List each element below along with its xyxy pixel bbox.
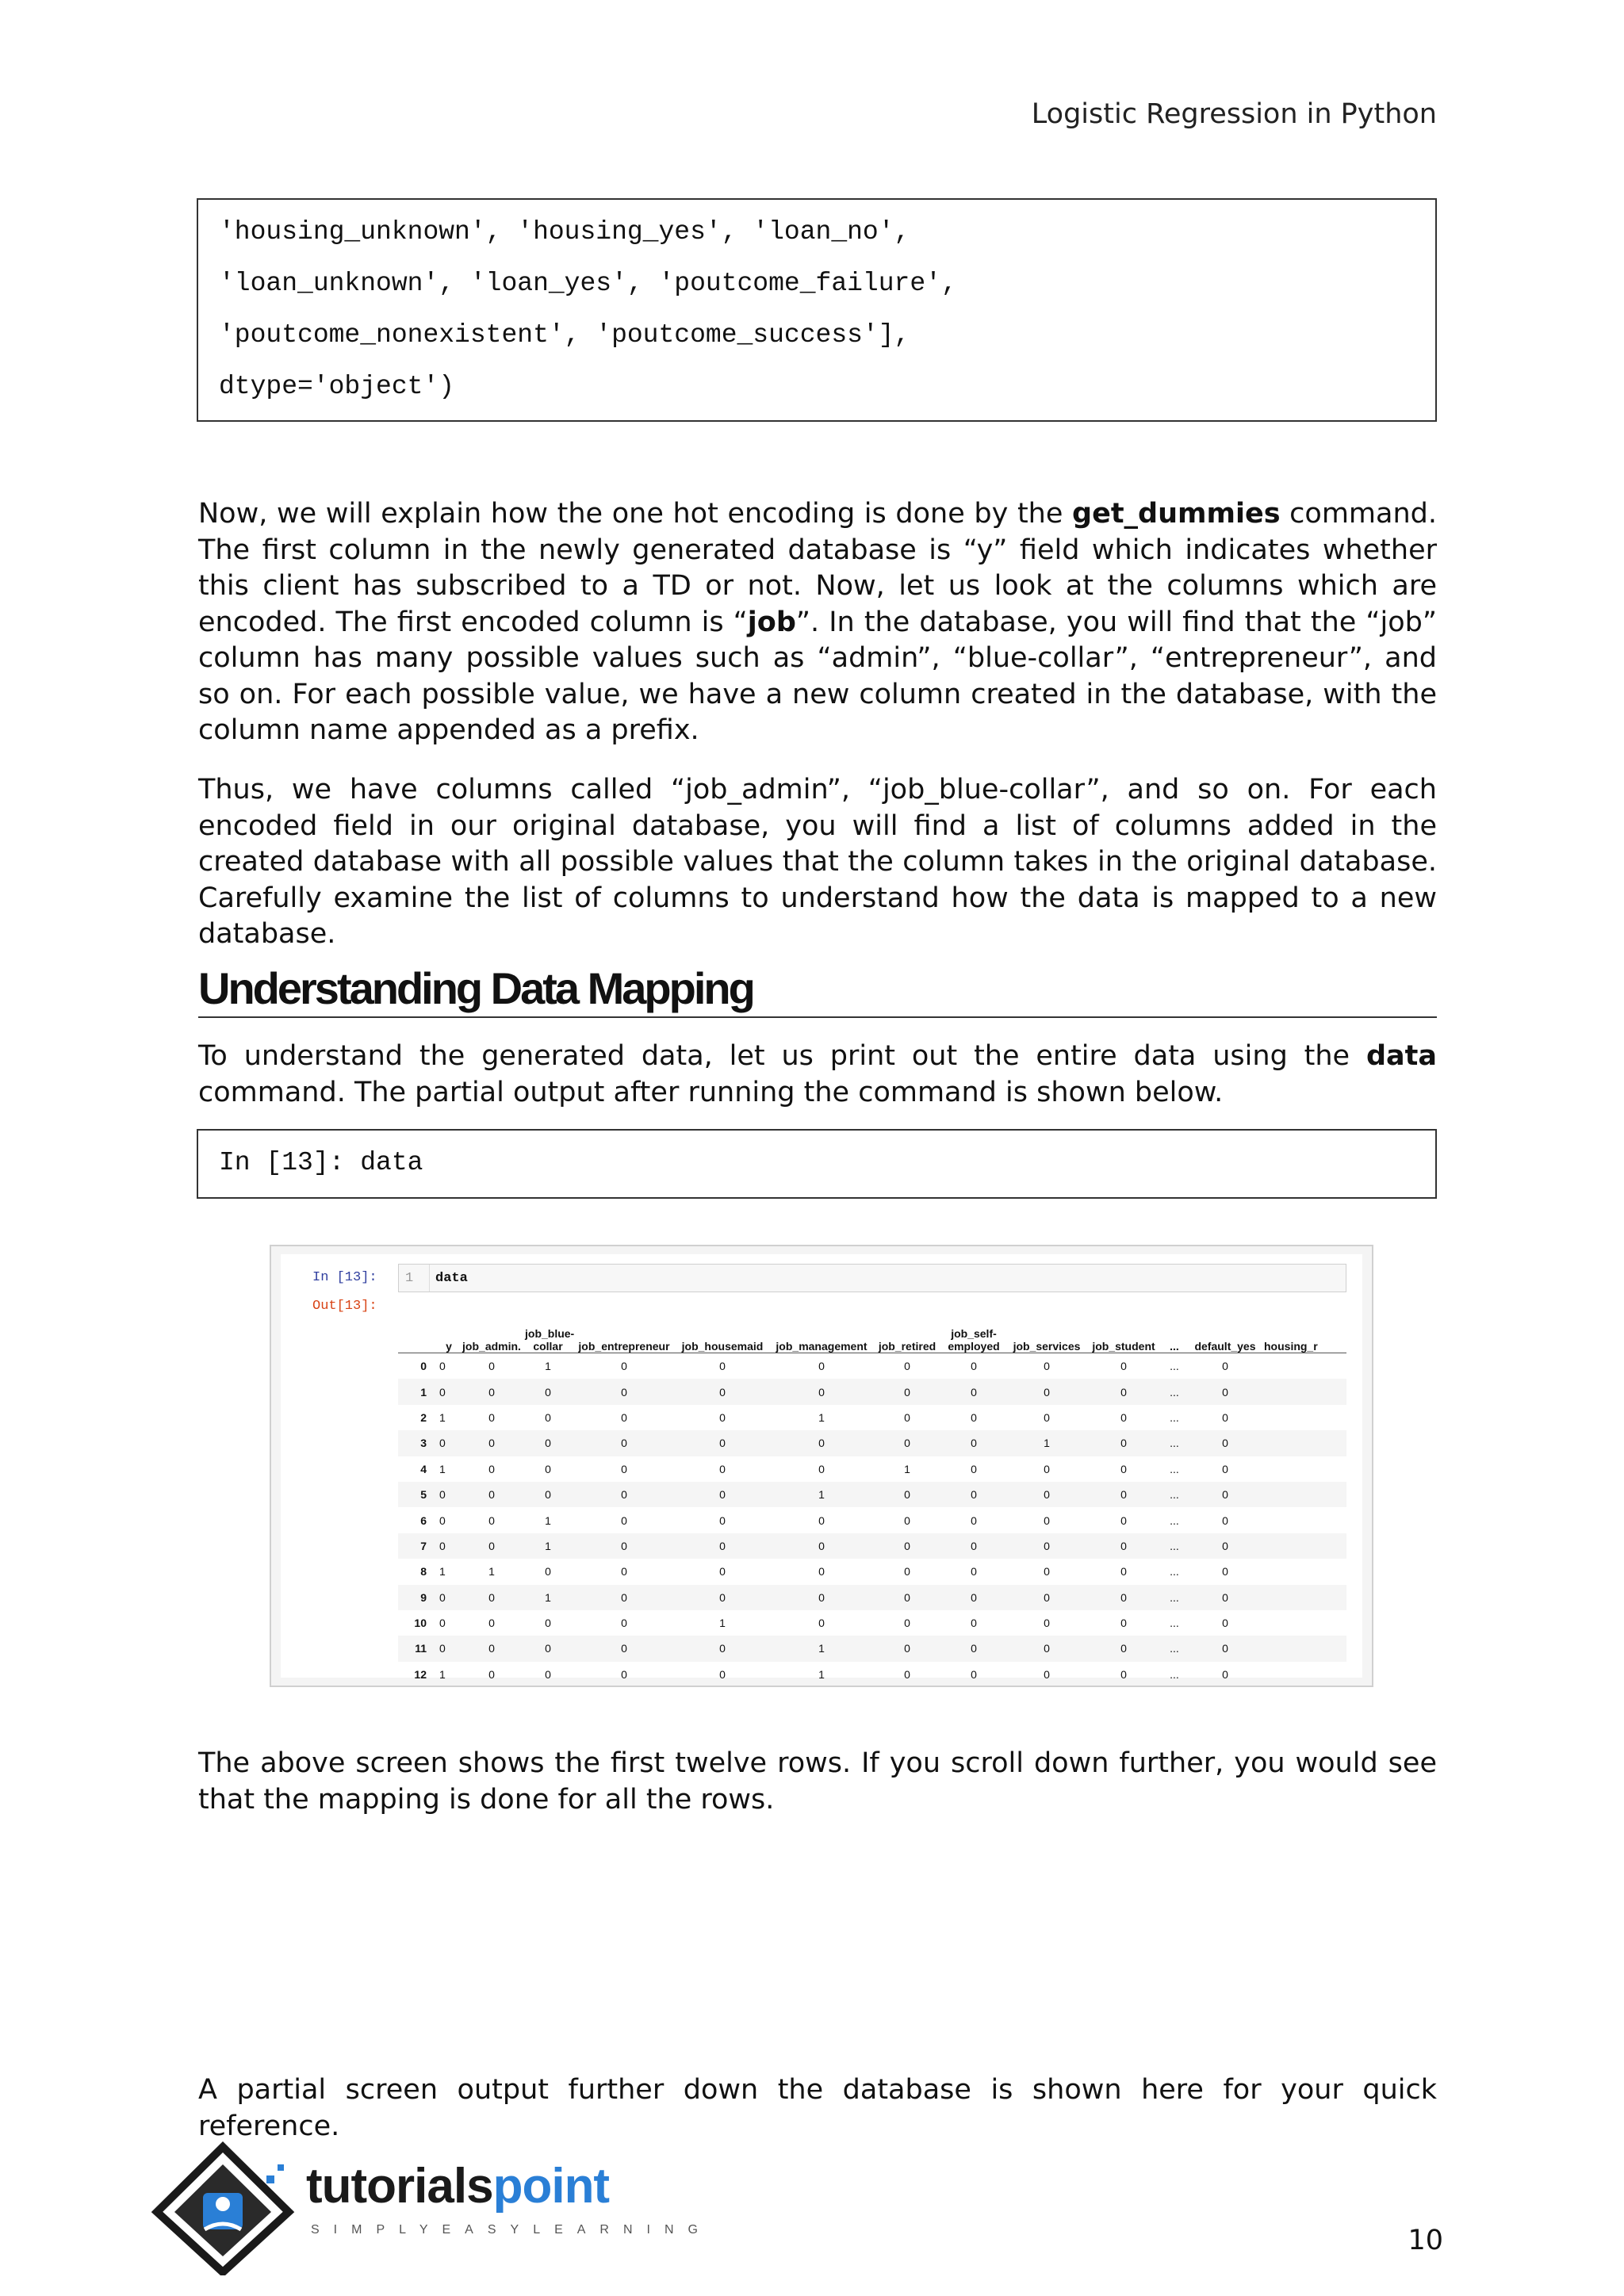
row-index: 2 bbox=[420, 1410, 427, 1424]
paragraph-first-twelve-rows: The above screen shows the first twelve rows. If you scroll down further, you would see that the mapping is done for all the rows. bbox=[198, 1747, 1437, 1816]
code-block-data-command bbox=[197, 1129, 1437, 1199]
table-cell: 1 bbox=[545, 1360, 551, 1373]
column-header: job_self-employed bbox=[940, 1316, 1007, 1353]
table-cell: 0 bbox=[438, 1636, 460, 1661]
table-cell: 0 bbox=[874, 1379, 940, 1404]
table-cell: 0 bbox=[1007, 1379, 1086, 1404]
table-cell bbox=[1262, 1482, 1346, 1507]
table-cell: ... bbox=[1170, 1360, 1179, 1373]
row-index: 10 bbox=[414, 1617, 427, 1630]
table-cell: 0 bbox=[719, 1565, 726, 1578]
table-cell: 0 bbox=[438, 1533, 460, 1559]
table-cell bbox=[1262, 1610, 1346, 1636]
column-header: job_management bbox=[769, 1316, 874, 1353]
table-cell: 1 bbox=[904, 1462, 910, 1475]
table-cell: 0 bbox=[439, 1617, 446, 1630]
row-index: 8 bbox=[420, 1565, 427, 1578]
table-cell: 0 bbox=[488, 1410, 495, 1424]
table-cell: ... bbox=[1170, 1667, 1179, 1681]
table-cell: 0 bbox=[940, 1636, 1007, 1661]
table-cell: ... bbox=[1161, 1585, 1188, 1610]
table-cell: 0 bbox=[818, 1565, 825, 1578]
table-cell: 0 bbox=[940, 1533, 1007, 1559]
row-index: 4 bbox=[420, 1462, 427, 1475]
input-prompt: In [13]: bbox=[312, 1270, 377, 1285]
column-header: job_entrepreneur bbox=[573, 1316, 676, 1353]
table-cell: 0 bbox=[1044, 1410, 1050, 1424]
code-line: 'poutcome_nonexistent', 'poutcome_success'], bbox=[219, 320, 910, 350]
paragraph-partial-output: A partial screen output further down the database is shown here for your quick reference. bbox=[198, 2074, 1437, 2142]
dataframe-header-row bbox=[398, 1316, 1346, 1353]
table-cell: 0 bbox=[874, 1533, 940, 1559]
column-header: job_retired bbox=[874, 1316, 940, 1353]
text-span: Now, we will explain how the one hot encoding is done by the bbox=[198, 498, 1073, 530]
table-cell: 0 bbox=[1086, 1636, 1161, 1661]
table-cell: 0 bbox=[573, 1430, 676, 1456]
table-cell: 0 bbox=[621, 1360, 627, 1373]
table-cell: 1 bbox=[439, 1410, 446, 1424]
logo-tagline: SIMPLYEASYLEARNING bbox=[311, 2223, 712, 2237]
table-cell: 0 bbox=[904, 1617, 910, 1630]
table-cell: 1 bbox=[719, 1617, 726, 1630]
table-cell: 1 bbox=[439, 1667, 446, 1681]
row-index: 1 bbox=[398, 1379, 438, 1404]
table-cell bbox=[1262, 1353, 1346, 1380]
table-cell: ... bbox=[1161, 1379, 1188, 1404]
table-cell: 0 bbox=[676, 1585, 769, 1610]
table-cell: 0 bbox=[1044, 1565, 1050, 1578]
table-cell: 0 bbox=[904, 1410, 910, 1424]
table-cell: 0 bbox=[1188, 1379, 1262, 1404]
table-cell: 0 bbox=[460, 1430, 523, 1456]
table-cell: 0 bbox=[488, 1462, 495, 1475]
table-cell: 0 bbox=[1120, 1513, 1127, 1527]
column-header: housing_r bbox=[1262, 1316, 1346, 1353]
table-cell: 0 bbox=[1222, 1410, 1228, 1424]
table-cell: 0 bbox=[1120, 1617, 1127, 1630]
table-cell: 0 bbox=[573, 1533, 676, 1559]
table-cell: 1 bbox=[523, 1533, 573, 1559]
table-cell: 0 bbox=[940, 1482, 1007, 1507]
table-cell: 0 bbox=[769, 1585, 874, 1610]
paragraph-one-hot-encoding bbox=[198, 496, 1437, 749]
column-header: ... bbox=[1161, 1316, 1188, 1353]
table-cell bbox=[1262, 1430, 1346, 1456]
table-cell: 0 bbox=[545, 1617, 551, 1630]
table-cell: ... bbox=[1170, 1462, 1179, 1475]
table-cell: 0 bbox=[719, 1513, 726, 1527]
table-cell: 0 bbox=[874, 1636, 940, 1661]
table-cell: 0 bbox=[769, 1533, 874, 1559]
table-cell: 0 bbox=[940, 1585, 1007, 1610]
table-cell: 0 bbox=[1120, 1410, 1127, 1424]
table-cell: 1 bbox=[488, 1565, 495, 1578]
table-cell: 0 bbox=[904, 1667, 910, 1681]
table-cell bbox=[1262, 1585, 1346, 1610]
column-header bbox=[398, 1316, 438, 1353]
table-cell: 0 bbox=[874, 1482, 940, 1507]
table-cell: 0 bbox=[523, 1636, 573, 1661]
row-index: 12 bbox=[414, 1667, 427, 1681]
table-cell: 0 bbox=[439, 1360, 446, 1373]
table-cell: 0 bbox=[1188, 1533, 1262, 1559]
table-cell: 0 bbox=[488, 1360, 495, 1373]
table-cell: 0 bbox=[1188, 1585, 1262, 1610]
table-cell: 0 bbox=[719, 1410, 726, 1424]
table-cell: 0 bbox=[460, 1533, 523, 1559]
table-cell: 0 bbox=[1120, 1360, 1127, 1373]
logo-diamond-icon bbox=[147, 2141, 298, 2275]
table-cell: 0 bbox=[874, 1430, 940, 1456]
table-cell: 0 bbox=[769, 1430, 874, 1456]
table-cell: 0 bbox=[818, 1513, 825, 1527]
paragraph-encoded-columns: Thus, we have columns called “job_admin”, “job_blue-collar”, and so on. For each encoded field in our original database, you will find a list of columns added in the created database with all possible values that the column takes in the original database. Carefully examine the list of columns to understand how the data is mapped to a new database. bbox=[198, 774, 1437, 950]
table-cell: 0 bbox=[621, 1667, 627, 1681]
table-cell: 0 bbox=[488, 1667, 495, 1681]
table-cell: 0 bbox=[1007, 1636, 1086, 1661]
table-cell: 0 bbox=[545, 1462, 551, 1475]
cell-code: data bbox=[435, 1271, 468, 1286]
table-row bbox=[398, 1430, 1346, 1456]
table-cell: 0 bbox=[719, 1462, 726, 1475]
table-cell: 0 bbox=[971, 1513, 977, 1527]
table-cell: 0 bbox=[1044, 1617, 1050, 1630]
table-cell: 0 bbox=[1120, 1462, 1127, 1475]
row-index: 6 bbox=[420, 1513, 427, 1527]
table-row bbox=[398, 1405, 1346, 1430]
table-cell: 1 bbox=[818, 1410, 825, 1424]
table-cell bbox=[1262, 1636, 1346, 1661]
row-index: 0 bbox=[420, 1360, 427, 1373]
row-index: 9 bbox=[398, 1585, 438, 1610]
table-cell: 0 bbox=[1222, 1360, 1228, 1373]
table-cell: 0 bbox=[1086, 1585, 1161, 1610]
table-cell: 0 bbox=[621, 1410, 627, 1424]
table-cell: 1 bbox=[1007, 1430, 1086, 1456]
table-cell: 0 bbox=[1222, 1617, 1228, 1630]
column-header: default_yes bbox=[1188, 1316, 1262, 1353]
table-cell: 0 bbox=[545, 1410, 551, 1424]
table-cell: 0 bbox=[460, 1636, 523, 1661]
table-cell bbox=[1262, 1456, 1346, 1482]
table-cell bbox=[1262, 1662, 1346, 1687]
table-cell bbox=[1262, 1405, 1346, 1430]
table-cell: 0 bbox=[904, 1360, 910, 1373]
table-cell: 0 bbox=[676, 1379, 769, 1404]
table-cell: 0 bbox=[676, 1482, 769, 1507]
table-cell: ... bbox=[1170, 1513, 1179, 1527]
table-cell: 0 bbox=[1007, 1482, 1086, 1507]
table-row bbox=[398, 1482, 1346, 1507]
column-header: job_services bbox=[1007, 1316, 1086, 1353]
table-cell: 0 bbox=[545, 1667, 551, 1681]
table-row bbox=[398, 1353, 1346, 1380]
table-cell: 0 bbox=[719, 1667, 726, 1681]
table-cell: ... bbox=[1161, 1636, 1188, 1661]
table-cell: 0 bbox=[1188, 1482, 1262, 1507]
table-cell: 0 bbox=[438, 1482, 460, 1507]
table-cell: 0 bbox=[1222, 1513, 1228, 1527]
table-cell: 0 bbox=[621, 1565, 627, 1578]
table-cell bbox=[1262, 1507, 1346, 1533]
table-cell: 0 bbox=[676, 1430, 769, 1456]
table-cell bbox=[1262, 1559, 1346, 1584]
table-row bbox=[398, 1610, 1346, 1636]
table-cell: 0 bbox=[1044, 1360, 1050, 1373]
table-cell: 1 bbox=[439, 1565, 446, 1578]
table-cell: 0 bbox=[676, 1533, 769, 1559]
table-cell: 0 bbox=[971, 1462, 977, 1475]
table-cell: 0 bbox=[971, 1667, 977, 1681]
table-cell: 0 bbox=[545, 1565, 551, 1578]
tutorialspoint-logo bbox=[147, 2141, 712, 2275]
table-cell: 0 bbox=[523, 1379, 573, 1404]
table-row bbox=[398, 1507, 1346, 1533]
table-cell: ... bbox=[1170, 1565, 1179, 1578]
row-index: 11 bbox=[398, 1636, 438, 1661]
table-cell bbox=[1262, 1379, 1346, 1404]
column-header: job_housemaid bbox=[676, 1316, 769, 1353]
table-cell: 0 bbox=[460, 1585, 523, 1610]
table-cell: ... bbox=[1161, 1430, 1188, 1456]
table-cell: 0 bbox=[1086, 1379, 1161, 1404]
notebook-cell bbox=[281, 1254, 1362, 1681]
table-cell: 0 bbox=[1044, 1462, 1050, 1475]
text-span: ”. In the database, you will find that the “job” column has many possible values such as “admin”, “blue-collar”, “entrepreneur”, and so on. For each possible value, we have a new column created in the database, with the column name appended as a prefix. bbox=[198, 606, 1437, 746]
bold-term-data: data bbox=[1365, 1040, 1437, 1072]
bold-term-get-dummies: get_dummies bbox=[1072, 498, 1281, 530]
table-cell: 0 bbox=[1044, 1513, 1050, 1527]
table-cell: 0 bbox=[438, 1585, 460, 1610]
row-index: 5 bbox=[398, 1482, 438, 1507]
table-cell: 0 bbox=[1188, 1430, 1262, 1456]
table-cell: 0 bbox=[769, 1379, 874, 1404]
paragraph-print-data bbox=[198, 1039, 1437, 1111]
logo-wordmark bbox=[306, 2158, 609, 2214]
table-cell: 0 bbox=[460, 1379, 523, 1404]
table-cell: 0 bbox=[1120, 1667, 1127, 1681]
table-cell: 0 bbox=[1086, 1430, 1161, 1456]
table-cell bbox=[1262, 1533, 1346, 1559]
table-cell: ... bbox=[1161, 1482, 1188, 1507]
text-span: To understand the generated data, let us print out the entire data using the bbox=[198, 1040, 1366, 1072]
table-cell: 0 bbox=[1007, 1585, 1086, 1610]
table-cell: 0 bbox=[523, 1430, 573, 1456]
table-cell: 0 bbox=[488, 1513, 495, 1527]
table-cell: 0 bbox=[573, 1585, 676, 1610]
table-row bbox=[398, 1636, 1346, 1661]
code-line: 'housing_unknown', 'housing_yes', 'loan_no', bbox=[219, 217, 910, 247]
table-cell: ... bbox=[1170, 1410, 1179, 1424]
table-cell: 0 bbox=[1222, 1462, 1228, 1475]
code-block-columns-output bbox=[197, 198, 1437, 422]
code-line: 'loan_unknown', 'loan_yes', 'poutcome_failure', bbox=[219, 269, 957, 298]
text-span: command. The partial output after running the command is shown below. bbox=[198, 1076, 1224, 1108]
text-span: command. The first column in the newly generated database is “y” field which indicates whether this client has subscribed to a TD or not. Now, let us look at the columns which are encoded. The first encoded column is “ bbox=[198, 498, 1437, 638]
table-cell: 0 bbox=[621, 1462, 627, 1475]
table-cell: 0 bbox=[1222, 1667, 1228, 1681]
table-cell: 0 bbox=[1222, 1565, 1228, 1578]
table-row bbox=[398, 1559, 1346, 1584]
table-cell: 1 bbox=[439, 1462, 446, 1475]
running-header: Logistic Regression in Python bbox=[1031, 98, 1437, 130]
table-row bbox=[398, 1585, 1346, 1610]
table-row bbox=[398, 1456, 1346, 1482]
table-cell: 0 bbox=[573, 1379, 676, 1404]
table-cell: 0 bbox=[1007, 1533, 1086, 1559]
table-cell: 0 bbox=[573, 1482, 676, 1507]
table-cell: ... bbox=[1161, 1533, 1188, 1559]
section-heading: Understanding Data Mapping bbox=[198, 961, 1437, 1018]
table-cell: 1 bbox=[545, 1513, 551, 1527]
table-cell: 0 bbox=[523, 1482, 573, 1507]
dataframe-body bbox=[398, 1353, 1346, 1688]
table-row bbox=[398, 1379, 1346, 1404]
table-cell: 0 bbox=[621, 1513, 627, 1527]
row-index: 3 bbox=[398, 1430, 438, 1456]
bold-term-job: job bbox=[747, 606, 796, 638]
table-cell: 0 bbox=[818, 1462, 825, 1475]
table-cell: 0 bbox=[971, 1360, 977, 1373]
table-cell: 1 bbox=[523, 1585, 573, 1610]
table-cell: 0 bbox=[818, 1360, 825, 1373]
table-cell: 0 bbox=[1086, 1533, 1161, 1559]
table-cell: 0 bbox=[1086, 1482, 1161, 1507]
column-header: job_blue-collar bbox=[523, 1316, 573, 1353]
column-header: y bbox=[438, 1316, 460, 1353]
table-cell: 0 bbox=[1044, 1667, 1050, 1681]
table-cell: 0 bbox=[460, 1482, 523, 1507]
table-cell: 0 bbox=[438, 1379, 460, 1404]
table-row bbox=[398, 1533, 1346, 1559]
table-cell: 0 bbox=[940, 1379, 1007, 1404]
table-cell: 1 bbox=[818, 1667, 825, 1681]
logo-word-point: point bbox=[492, 2159, 610, 2214]
table-cell: 0 bbox=[1188, 1636, 1262, 1661]
table-cell: 0 bbox=[904, 1513, 910, 1527]
code-line: dtype='object') bbox=[219, 372, 455, 401]
notebook-screenshot bbox=[270, 1245, 1373, 1687]
table-cell: 0 bbox=[971, 1617, 977, 1630]
table-cell: 0 bbox=[1120, 1565, 1127, 1578]
dataframe-output bbox=[398, 1316, 1346, 1687]
cell-input-area[interactable] bbox=[398, 1264, 1346, 1292]
table-cell: 0 bbox=[621, 1617, 627, 1630]
line-number: 1 bbox=[405, 1271, 414, 1286]
column-header: job_student bbox=[1086, 1316, 1161, 1353]
table-cell: 0 bbox=[940, 1430, 1007, 1456]
table-cell: 0 bbox=[971, 1565, 977, 1578]
table-cell: 1 bbox=[769, 1636, 874, 1661]
column-header: job_admin. bbox=[460, 1316, 523, 1353]
gutter-divider bbox=[429, 1265, 430, 1292]
table-cell: 0 bbox=[676, 1636, 769, 1661]
code-line: In [13]: data bbox=[219, 1148, 423, 1177]
table-cell: 0 bbox=[488, 1617, 495, 1630]
table-cell: 0 bbox=[438, 1430, 460, 1456]
output-prompt: Out[13]: bbox=[312, 1299, 377, 1314]
table-cell: 1 bbox=[769, 1482, 874, 1507]
table-cell: 0 bbox=[971, 1410, 977, 1424]
table-cell: 0 bbox=[573, 1636, 676, 1661]
table-cell: 0 bbox=[439, 1513, 446, 1527]
row-index: 7 bbox=[398, 1533, 438, 1559]
table-row bbox=[398, 1662, 1346, 1687]
page-number: 10 bbox=[1408, 2225, 1443, 2256]
table-cell: 0 bbox=[818, 1617, 825, 1630]
table-cell: 0 bbox=[904, 1565, 910, 1578]
table-cell: 0 bbox=[719, 1360, 726, 1373]
table-cell: ... bbox=[1170, 1617, 1179, 1630]
logo-word-tutorials: tutorials bbox=[306, 2159, 493, 2214]
table-cell: 0 bbox=[874, 1585, 940, 1610]
